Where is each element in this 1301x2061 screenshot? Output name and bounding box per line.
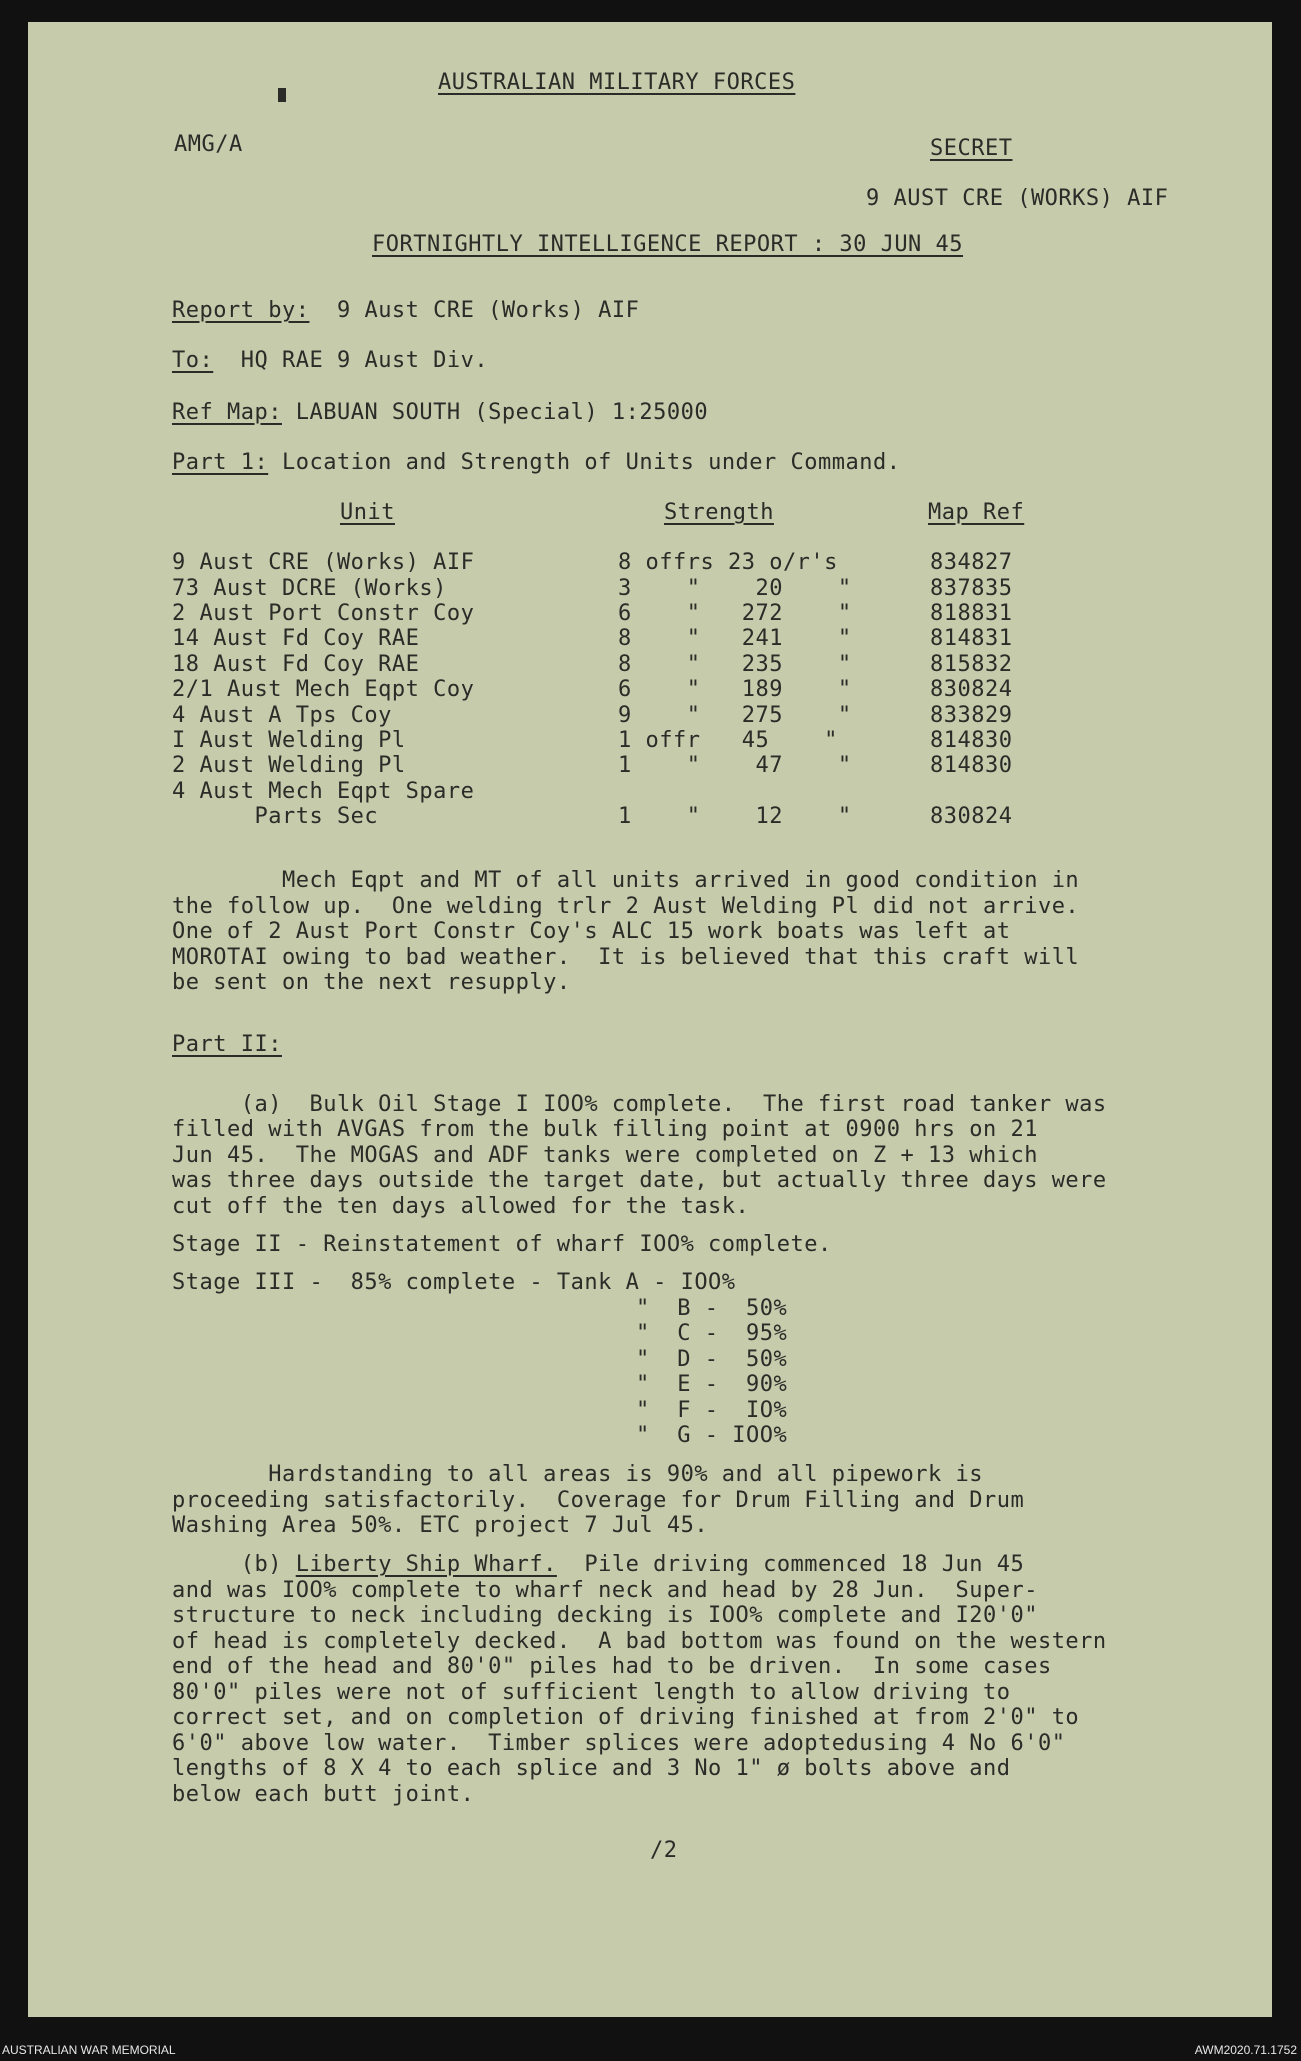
paragraph-line: Jun 45. The MOGAS and ADF tanks were completed on Z + 13 which [172, 1143, 1038, 1168]
strength-cell: 9 " 275 " [618, 703, 852, 728]
mapref-cell: 833829 [930, 703, 1013, 728]
paragraph-line: 6'0" above low water. Timber splices were adoptedusing 4 No 6'0" [172, 1731, 1066, 1756]
org-heading: AUSTRALIAN MILITARY FORCES [438, 70, 796, 95]
col-header-mapref: Map Ref [928, 500, 1025, 525]
ref-map-line [172, 400, 708, 426]
file-reference: AMG/A [174, 132, 243, 157]
mapref-cell: 818831 [930, 601, 1013, 626]
ref-map-label: Ref Map: [172, 400, 282, 425]
mapref-cell: 837835 [930, 576, 1013, 601]
report-by-value: 9 Aust CRE (Works) AIF [336, 298, 640, 323]
paragraph-line: Hardstanding to all areas is 90% and all pipework is [172, 1462, 983, 1487]
paragraph-line: lengths of 8 X 4 to each splice and 3 No 1" ø bolts above and [172, 1756, 1011, 1781]
stage3-line: Stage III - 85% complete - Tank A - IOO% [172, 1270, 736, 1295]
list-item: " D - 50% [636, 1347, 788, 1372]
para-b-title: Liberty Ship Wharf. [295, 1552, 557, 1577]
unit-cell: 73 Aust DCRE (Works) [172, 576, 447, 601]
paragraph-line [172, 1552, 1024, 1578]
unit-cell: 2/1 Aust Mech Eqpt Coy [172, 677, 475, 702]
classification-label: SECRET [930, 136, 1013, 161]
unit-heading: 9 AUST CRE (WORKS) AIF [866, 186, 1169, 211]
list-item: " G - IOO% [636, 1423, 788, 1448]
paragraph-line: filled with AVGAS from the bulk filling point at 0900 hrs on 21 [172, 1117, 1038, 1142]
unit-cell: 14 Aust Fd Coy RAE [172, 626, 420, 651]
list-item: " E - 90% [636, 1372, 788, 1397]
unit-cell: 18 Aust Fd Coy RAE [172, 652, 420, 677]
mapref-cell: 830824 [930, 804, 1013, 829]
para-b-prefix: (b) [172, 1552, 296, 1577]
mapref-cell: 814831 [930, 626, 1013, 651]
report-by-label: Report by: [172, 298, 310, 323]
mapref-cell: 814830 [930, 753, 1013, 778]
strength-cell: 6 " 189 " [618, 677, 852, 702]
mapref-cell: 814830 [930, 728, 1013, 753]
part1-line [172, 450, 901, 476]
document-page [28, 22, 1272, 2017]
part2-label: Part II: [172, 1032, 282, 1057]
paragraph-line: was three days outside the target date, but actually three days were [172, 1168, 1107, 1193]
footer-accession-number: AWM2020.71.1752 [1194, 2043, 1297, 2057]
strength-cell: 1 offr 45 " [618, 728, 838, 753]
unit-cell: Parts Sec [172, 804, 379, 829]
paragraph-line: proceeding satisfactorily. Coverage for Drum Filling and Drum [172, 1488, 1025, 1513]
page-number: /2 [650, 1838, 678, 1863]
strength-cell: 1 " 12 " [618, 804, 852, 829]
paragraph-line: correct set, and on completion of driving finished at from 2'0" to [172, 1705, 1080, 1730]
paragraph-line: the follow up. One welding trlr 2 Aust Welding Pl did not arrive. [172, 894, 1080, 919]
paragraph-line: Mech Eqpt and MT of all units arrived in good condition in [172, 868, 1080, 893]
list-item: " F - IO% [636, 1398, 788, 1423]
paragraph-line: cut off the ten days allowed for the task. [172, 1194, 750, 1219]
list-item: " B - 50% [636, 1296, 788, 1321]
paragraph-line: structure to neck including decking is IOO% complete and I20'0" [172, 1603, 1038, 1628]
to-label: To: [172, 348, 214, 373]
col-header-unit: Unit [340, 500, 395, 525]
stage2-line: Stage II - Reinstatement of wharf IOO% complete. [172, 1232, 832, 1257]
unit-cell: 4 Aust A Tps Coy [172, 703, 392, 728]
strength-cell: 8 offrs 23 o/r's [618, 550, 838, 575]
paragraph-line: and was IOO% complete to wharf neck and head by 28 Jun. Super- [172, 1578, 1038, 1603]
unit-cell: I Aust Welding Pl [172, 728, 406, 753]
ink-mark [278, 88, 286, 102]
paragraph-line: 80'0" piles were not of sufficient length to allow driving to [172, 1680, 1011, 1705]
col-header-strength: Strength [664, 500, 774, 525]
strength-cell: 1 " 47 " [618, 753, 852, 778]
to-line [172, 348, 488, 374]
unit-cell: 4 Aust Mech Eqpt Spare [172, 779, 475, 804]
para-b-first-line: Pile driving commenced 18 Jun 45 [556, 1552, 1025, 1577]
unit-cell: 9 Aust CRE (Works) AIF [172, 550, 475, 575]
mapref-cell: 815832 [930, 652, 1013, 677]
list-item: " C - 95% [636, 1321, 788, 1346]
paragraph-line: Washing Area 50%. ETC project 7 Jul 45. [172, 1513, 709, 1538]
ref-map-value: LABUAN SOUTH (Special) 1:25000 [295, 400, 709, 425]
unit-cell: 2 Aust Port Constr Coy [172, 601, 475, 626]
strength-cell: 8 " 241 " [618, 626, 852, 651]
paragraph-line: be sent on the next resupply. [172, 970, 571, 995]
strength-cell: 3 " 20 " [618, 576, 852, 601]
paragraph-line: end of the head and 80'0" piles had to be driven. In some cases [172, 1654, 1052, 1679]
part1-heading: Location and Strength of Units under Command. [281, 450, 901, 475]
paragraph-line: One of 2 Aust Port Constr Coy's ALC 15 work boats was left at [172, 919, 1011, 944]
paragraph-line: MOROTAI owing to bad weather. It is believed that this craft will [172, 945, 1080, 970]
paragraph-line: (a) Bulk Oil Stage I IOO% complete. The first road tanker was [172, 1092, 1107, 1117]
footer-credit: AUSTRALIAN WAR MEMORIAL [2, 2043, 176, 2057]
paragraph-line: below each butt joint. [172, 1782, 475, 1807]
to-value: HQ RAE 9 Aust Div. [240, 348, 489, 373]
strength-cell: 8 " 235 " [618, 652, 852, 677]
paragraph-line: of head is completely decked. A bad bottom was found on the western [172, 1629, 1107, 1654]
strength-cell: 6 " 272 " [618, 601, 852, 626]
mapref-cell: 830824 [930, 677, 1013, 702]
report-title: FORTNIGHTLY INTELLIGENCE REPORT : 30 JUN 45 [372, 232, 964, 257]
report-by-line [172, 298, 639, 324]
part1-label: Part 1: [172, 450, 269, 475]
mapref-cell: 834827 [930, 550, 1013, 575]
unit-cell: 2 Aust Welding Pl [172, 753, 406, 778]
